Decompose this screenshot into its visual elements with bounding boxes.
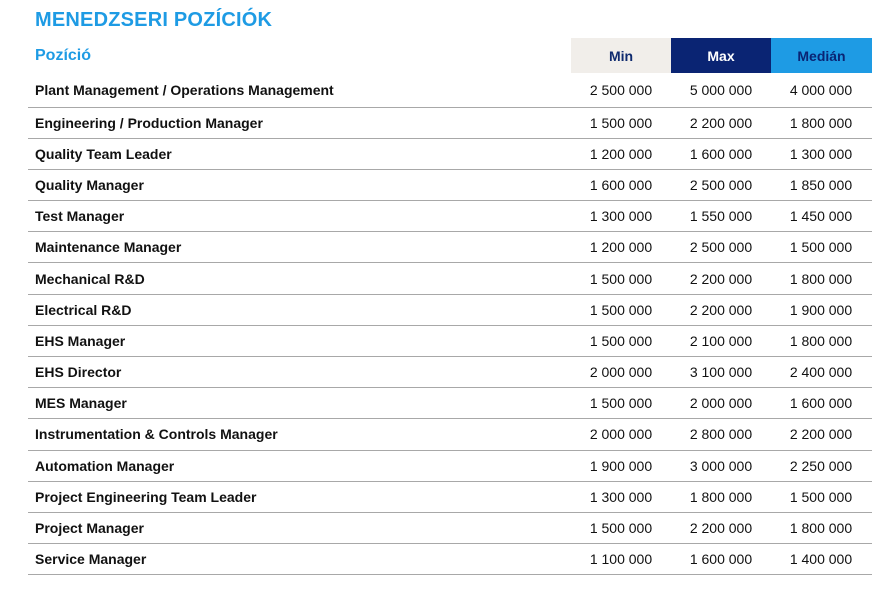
position-cell: Automation Manager	[35, 457, 175, 474]
max-cell: 3 100 000	[689, 364, 753, 381]
position-cell: Engineering / Production Manager	[35, 114, 263, 131]
position-cell: Quality Team Leader	[35, 145, 172, 162]
max-cell: 2 800 000	[689, 426, 753, 443]
table-row	[28, 170, 872, 201]
max-cell: 1 600 000	[689, 145, 753, 162]
table-row	[28, 482, 872, 513]
position-cell: Maintenance Manager	[35, 239, 182, 256]
table-row	[28, 513, 872, 544]
table-row	[28, 108, 872, 139]
min-cell: 1 500 000	[589, 270, 653, 287]
min-cell: 1 200 000	[589, 239, 653, 256]
table-header	[28, 38, 872, 73]
min-cell: 1 500 000	[589, 301, 653, 318]
min-cell: 1 300 000	[589, 208, 653, 225]
max-cell: 2 200 000	[689, 520, 753, 537]
median-cell: 1 900 000	[789, 301, 853, 318]
table-row	[28, 326, 872, 357]
table-row	[28, 74, 872, 108]
table-row	[28, 201, 872, 232]
median-cell: 1 800 000	[789, 520, 853, 537]
min-cell: 2 000 000	[589, 364, 653, 381]
table-row	[28, 388, 872, 419]
max-cell: 1 600 000	[689, 551, 753, 568]
min-cell: 1 500 000	[589, 395, 653, 412]
position-cell: Electrical R&D	[35, 301, 132, 318]
table-row	[28, 419, 872, 450]
min-cell: 1 500 000	[589, 520, 653, 537]
min-cell: 1 200 000	[589, 145, 653, 162]
min-cell: 2 500 000	[589, 82, 653, 99]
median-cell: 2 200 000	[789, 426, 853, 443]
median-cell: 4 000 000	[789, 82, 853, 99]
position-cell: EHS Director	[35, 364, 122, 381]
position-cell: Test Manager	[35, 208, 125, 225]
min-cell: 1 100 000	[589, 551, 653, 568]
page-title: MENEDZSERI POZÍCIÓK	[35, 9, 273, 31]
table-row	[28, 357, 872, 388]
max-cell: 2 200 000	[689, 270, 753, 287]
position-cell: Plant Management / Operations Management	[35, 82, 334, 99]
median-cell: 2 250 000	[789, 457, 853, 474]
position-cell: Mechanical R&D	[35, 270, 145, 287]
max-cell: 1 550 000	[689, 208, 753, 225]
position-cell: Instrumentation & Controls Manager	[35, 426, 278, 443]
median-cell: 1 800 000	[789, 114, 853, 131]
position-cell: Service Manager	[35, 551, 147, 568]
median-cell: 1 800 000	[789, 270, 853, 287]
position-cell: EHS Manager	[35, 332, 126, 349]
position-cell: Project Engineering Team Leader	[35, 488, 257, 505]
table-row	[28, 263, 872, 294]
table-row	[28, 451, 872, 482]
min-cell: 1 900 000	[589, 457, 653, 474]
table-row	[28, 232, 872, 263]
median-cell: 1 300 000	[789, 145, 853, 162]
max-cell: 3 000 000	[689, 457, 753, 474]
table-row	[28, 544, 872, 575]
median-cell: 1 400 000	[789, 551, 853, 568]
table-row	[28, 139, 872, 170]
table-body	[28, 74, 872, 575]
median-cell: 1 500 000	[789, 488, 853, 505]
max-cell: 5 000 000	[689, 82, 753, 99]
max-cell: 2 500 000	[689, 239, 753, 256]
min-cell: 2 000 000	[589, 426, 653, 443]
position-cell: Quality Manager	[35, 176, 144, 193]
max-column-header: Max	[671, 38, 771, 73]
max-cell: 2 500 000	[689, 176, 753, 193]
max-cell: 1 800 000	[689, 488, 753, 505]
position-cell: Project Manager	[35, 520, 144, 537]
min-cell: 1 600 000	[589, 176, 653, 193]
max-cell: 2 000 000	[689, 395, 753, 412]
min-cell: 1 300 000	[589, 488, 653, 505]
median-cell: 1 850 000	[789, 176, 853, 193]
median-cell: 1 800 000	[789, 332, 853, 349]
min-cell: 1 500 000	[589, 332, 653, 349]
median-cell: 1 500 000	[789, 239, 853, 256]
median-cell: 1 450 000	[789, 208, 853, 225]
position-column-header: Pozíció	[35, 47, 92, 64]
max-cell: 2 200 000	[689, 114, 753, 131]
median-cell: 1 600 000	[789, 395, 853, 412]
max-cell: 2 200 000	[689, 301, 753, 318]
max-cell: 2 100 000	[689, 332, 753, 349]
min-cell: 1 500 000	[589, 114, 653, 131]
table-row	[28, 295, 872, 326]
position-cell: MES Manager	[35, 395, 127, 412]
median-column-header: Medián	[771, 38, 872, 73]
min-column-header: Min	[571, 38, 671, 73]
median-cell: 2 400 000	[789, 364, 853, 381]
